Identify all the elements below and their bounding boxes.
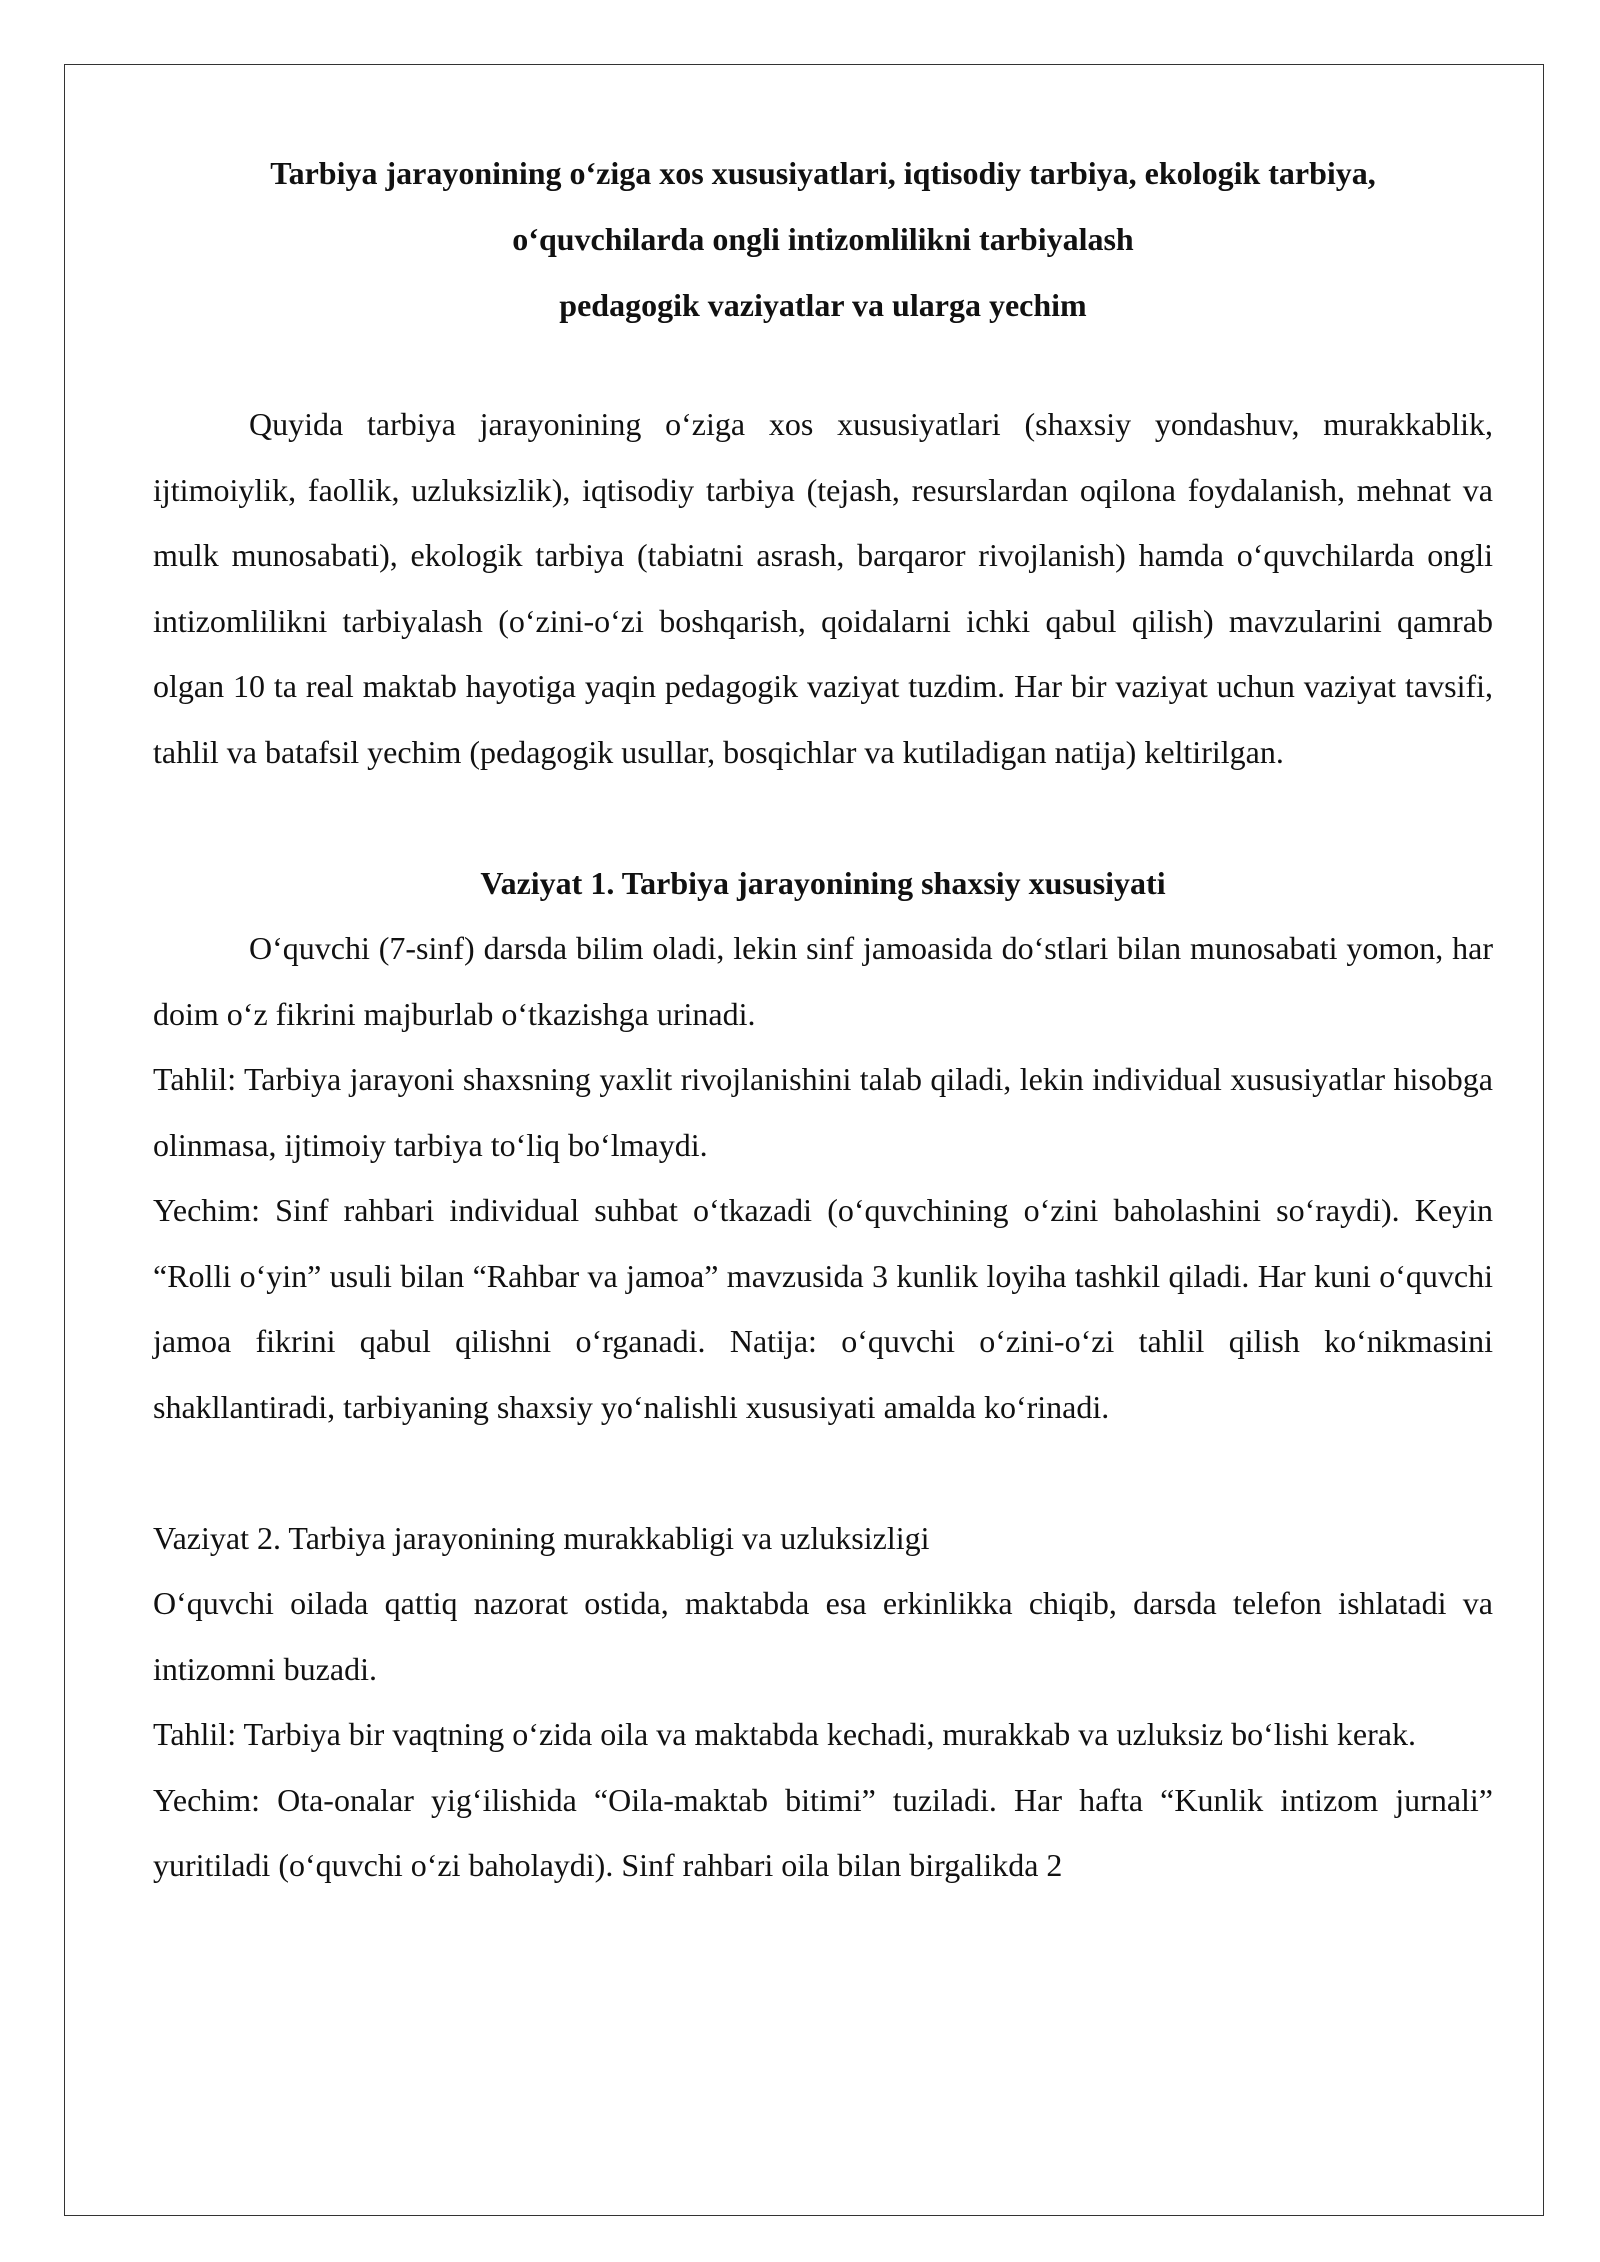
situation-1-description: O‘quvchi (7-sinf) darsda bilim oladi, lekin sinf jamoasida do‘stlari bilan munosabati yomon, har doim o‘z fikrini majburlab o‘tkazishga urinadi. (153, 930, 1493, 1032)
situation-1-solution: Yechim: Sinf rahbari individual suhbat o‘tkazadi (o‘quvchining o‘zini baholashini so‘raydi). Keyin “Rolli o‘yin” usuli bilan “Rahbar va jamoa” mavzusida 3 kunlik loyiha tashkil qiladi. Har kuni o‘quvchi jamoa fikrini qabul qilishni o‘rganadi. Natija: o‘quvchi o‘zini-o‘zi tahlil qilish ko‘nikmasini shakllantiradi, tarbiyaning shaxsiy yo‘nalishli xususiyati amalda ko‘rinadi. (153, 1192, 1493, 1425)
situation-1-analysis: Tahlil: Tarbiya jarayoni shaxsning yaxlit rivojlanishini talab qiladi, lekin individual xususiyatlar hisobga olinmasa, ijtimoiy tarbiya to‘liq bo‘lmaydi. (153, 1061, 1493, 1163)
situation-2-description: O‘quvchi oilada qattiq nazorat ostida, maktabda esa erkinlikka chiqib, darsda telefon ishlatadi va intizomni buzadi. (153, 1585, 1493, 1687)
intro-paragraph: Quyida tarbiya jarayonining o‘ziga xos xususiyatlari (shaxsiy yondashuv, murakkablik, ijtimoiylik, faollik, uzluksizlik), iqtisodiy tarbiya (tejash, resurslardan oqilona foydalanish, mehnat va mulk munosabati), ekologik tarbiya (tabiatni asrash, barqaror rivojlanish) hamda o‘quvchilarda ongli intizomlilikni tarbiyalash (o‘zini-o‘zi boshqarish, qoidalarni ichki qabul qilish) mavzularini qamrab olgan 10 ta real maktab hayotiga yaqin pedagogik vaziyat tuzdim. Har bir vaziyat uchun vaziyat tavsifi, tahlil va batafsil yechim (pedagogik usullar, bosqichlar va kutiladigan natija) keltirilgan. (153, 406, 1493, 770)
situation-2-heading: Vaziyat 2. Tarbiya jarayonining murakkabligi va uzluksizligi (153, 1519, 930, 1556)
situation-1-heading: Vaziyat 1. Tarbiya jarayonining shaxsiy xususiyati (480, 864, 1166, 901)
document-body (153, 140, 1493, 1899)
title-line-3: pedagogik vaziyatlar va ularga yechim (559, 287, 1087, 323)
title-line-1: Tarbiya jarayonining o‘ziga xos xususiyatlari, iqtisodiy tarbiya, ekologik tarbiya, (270, 155, 1376, 191)
document-title (153, 140, 1493, 338)
situation-2-analysis: Tahlil: Tarbiya bir vaqtning o‘zida oila va maktabda kechadi, murakkab va uzluksiz bo‘lishi kerak. (153, 1716, 1416, 1752)
title-line-2: o‘quvchilarda ongli intizomlilikni tarbiyalash (512, 221, 1134, 257)
situation-2-solution: Yechim: Ota-onalar yig‘ilishida “Oila-maktab bitimi” tuziladi. Har hafta “Kunlik intizom jurnali” yuritiladi (o‘quvchi o‘zi baholaydi). Sinf rahbari oila bilan birgalikda 2 (153, 1781, 1493, 1883)
